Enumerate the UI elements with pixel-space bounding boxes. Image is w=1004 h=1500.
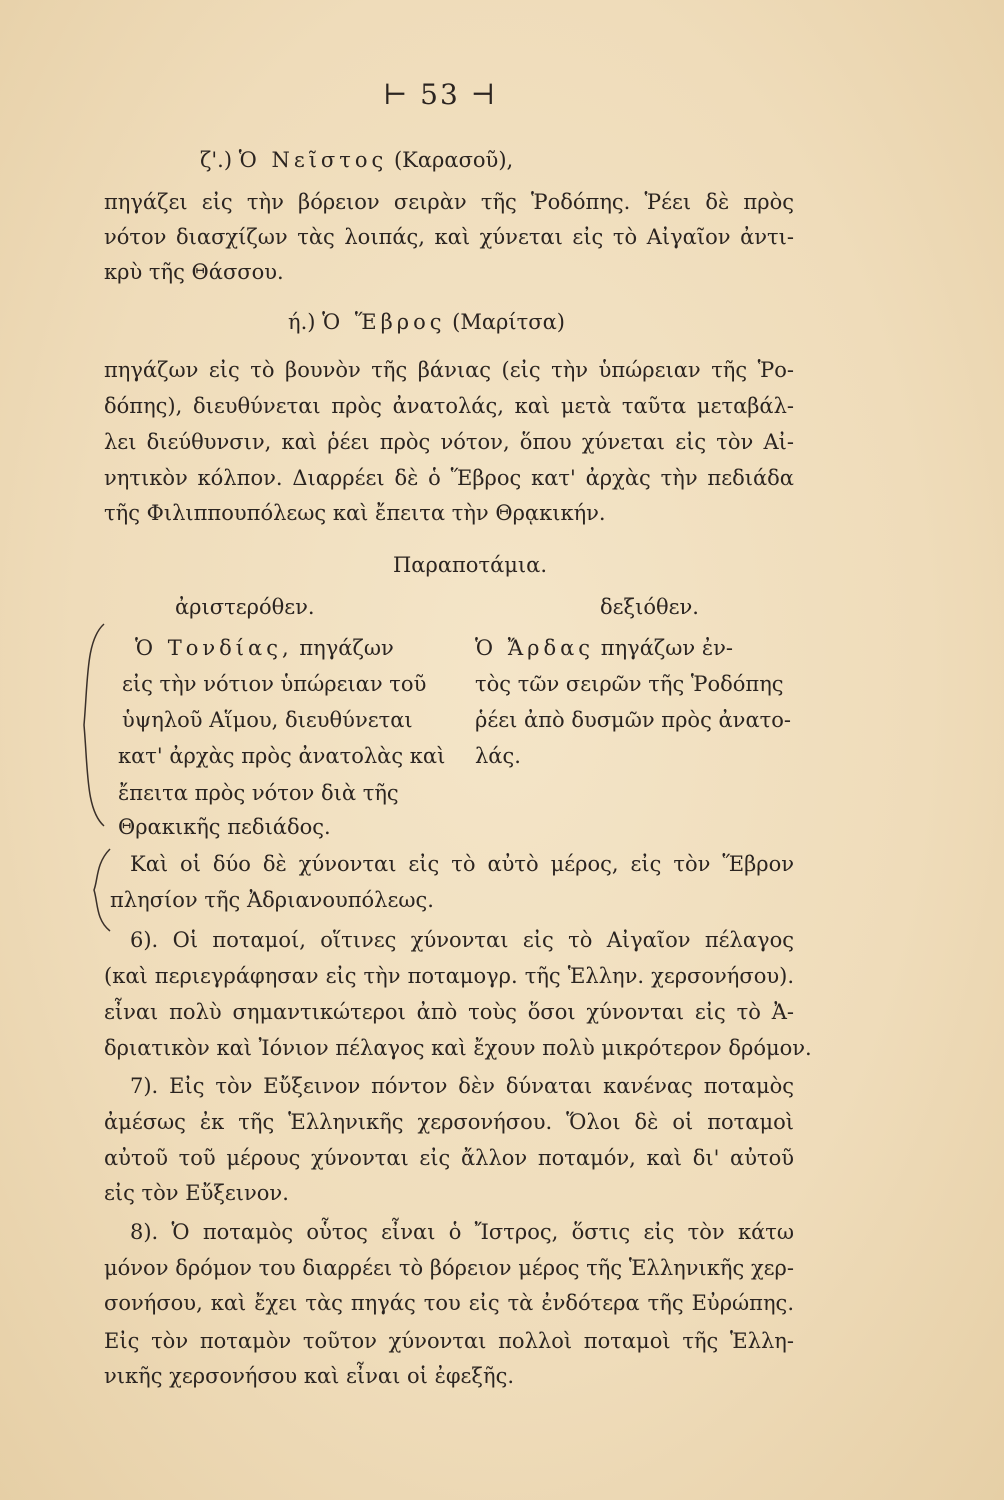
paragraph-7-line: ἀμέσως ἐκ τῆς Ἑλληνικῆς χερσονήσου. Ὅλοι δὲ οἱ ποταμοὶ	[104, 1110, 794, 1134]
section-z-name: Ὁ Νεῖστος	[238, 148, 388, 172]
section-h-name: Ὁ Ἕβρος	[322, 310, 446, 334]
section-h-label: ή.)	[288, 310, 316, 334]
section-z-line: πηγάζει εἰς τὴν βόρειον σειρὰν τῆς Ῥοδόπης. Ῥέει δὲ πρὸς	[104, 190, 794, 214]
left-tributary-text: πηγάζων	[299, 636, 394, 660]
paragraph-8-line: μόνον δρόμον του διαρρέει τὸ βόρειον μέρος τῆς Ἑλληνικῆς χερ-	[104, 1256, 794, 1280]
section-h-line: λει διεύθυνσιν, καὶ ῥέει πρὸς νότον, ὅπου χύνεται εἰς τὸν Αἰ-	[104, 430, 794, 454]
left-tributary-line: ὑψηλοῦ Αἵμου, διευθύνεται	[122, 708, 413, 732]
paragraph-7-line: 7). Εἰς τὸν Εὔξεινον πόντον δὲν δύναται κανένας ποταμὸς	[130, 1074, 794, 1098]
section-z-label: ζ'.)	[200, 148, 233, 172]
tributaries-heading: Παραποτάμια.	[392, 553, 547, 577]
right-tributary-text: πηγάζων ἐν-	[600, 636, 733, 660]
section-z-alt-name: (Καρασοῦ),	[393, 148, 514, 172]
right-tributary-line: τὸς τῶν σειρῶν τῆς Ῥοδόπης	[475, 672, 784, 696]
paragraph-8-line: 8). Ὁ ποταμὸς οὗτος εἶναι ὁ Ἴστρος, ὅστις εἰς τὸν κάτω	[130, 1220, 794, 1244]
paragraph-6-line: δριατικὸν καὶ Ἰόνιον πέλαγος καὶ ἔχουν πολὺ μικρότερον δρόμον.	[104, 1036, 812, 1060]
paragraph-8-line: σονήσου, καὶ ἔχει τὰς πηγάς του εἰς τὰ ἐνδότερα τῆς Εὐρώπης.	[104, 1291, 794, 1315]
section-h-line: νητικὸν κόλπον. Διαρρέει δὲ ὁ Ἕβρος κατ' ἀρχὰς τὴν πεδιάδα	[104, 466, 794, 490]
left-tributary-line: Θρακικῆς πεδιάδος.	[118, 815, 331, 839]
section-z-heading	[200, 150, 700, 171]
left-tributary-name: Ὁ Τονδίας,	[135, 636, 293, 660]
section-h-alt-name: (Μαρίτσα)	[452, 310, 565, 334]
right-tributary-line: ῥέει ἀπὸ δυσμῶν πρὸς ἀνατο-	[475, 708, 791, 732]
paragraph-7-line: αὐτοῦ τοῦ μέρους χύνονται εἰς ἄλλον ποταμόν, καὶ δι' αὐτοῦ	[104, 1146, 794, 1170]
right-tributary-line: λάς.	[475, 744, 521, 768]
paragraph-7-line: εἰς τὸν Εὔξεινον.	[104, 1181, 289, 1205]
left-tributary-line: κατ' ἀρχὰς πρὸς ἀνατολὰς καὶ	[118, 744, 446, 768]
page-number: ⊢ 53 ⊣	[383, 78, 497, 111]
right-heading: δεξιόθεν.	[600, 595, 699, 619]
paragraph-6-line: (καὶ περιεγράφησαν εἰς τὴν ποταμογρ. τῆς Ἑλλην. χερσονήσου).	[104, 964, 794, 988]
join-line: Καὶ οἱ δύο δὲ χύνονται εἰς τὸ αὐτὸ μέρος, εἰς τὸν Ἕβρον	[130, 852, 794, 876]
paragraph-8-line: Εἰς τὸν ποταμὸν τοῦτον χύνονται πολλοὶ ποταμοὶ τῆς Ἑλλη-	[104, 1329, 794, 1353]
right-entry-first-line	[475, 636, 733, 660]
section-h-line: τῆς Φιλιππουπόλεως καὶ ἔπειτα τὴν Θρᾳκικήν.	[104, 501, 606, 525]
paragraph-8-line: νικῆς χερσονήσου καὶ εἶναι οἱ ἐφεξῆς.	[104, 1364, 515, 1388]
section-h-heading	[288, 312, 688, 333]
left-tributary-line: ἔπειτα πρὸς νότον διὰ τῆς	[118, 781, 399, 805]
section-z-line: κρὺ τῆς Θάσσου.	[104, 260, 284, 284]
section-h-line: δόπης), διευθύνεται πρὸς ἀνατολάς, καὶ μετὰ ταῦτα μεταβάλ-	[104, 394, 794, 418]
left-column-brace	[74, 620, 114, 830]
left-tributary-line: εἰς τὴν νότιον ὑπώρειαν τοῦ	[122, 672, 427, 696]
left-heading: ἀριστερόθεν.	[175, 595, 315, 619]
section-h-line: πηγάζων εἰς τὸ βουνὸν τῆς βάνιας (εἰς τὴν ὑπώρειαν τῆς Ῥο-	[104, 358, 794, 382]
section-z-line: νότον διασχίζων τὰς λοιπάς, καὶ χύνεται εἰς τὸ Αἰγαῖον ἀντι-	[104, 225, 794, 249]
right-tributary-name: Ὁ Ἄρδας	[475, 636, 595, 660]
paragraph-6-line: 6). Οἱ ποταμοί, οἵτινες χύνονται εἰς τὸ Αἰγαῖον πέλαγος	[130, 928, 794, 952]
left-entry-first-line	[135, 636, 394, 660]
join-line: πλησίον τῆς Ἀδριανουπόλεως.	[110, 888, 434, 912]
paragraph-6-line: εἶναι πολὺ σημαντικώτεροι ἀπὸ τοὺς ὅσοι χύνονται εἰς τὸ Ἀ-	[104, 1000, 794, 1024]
